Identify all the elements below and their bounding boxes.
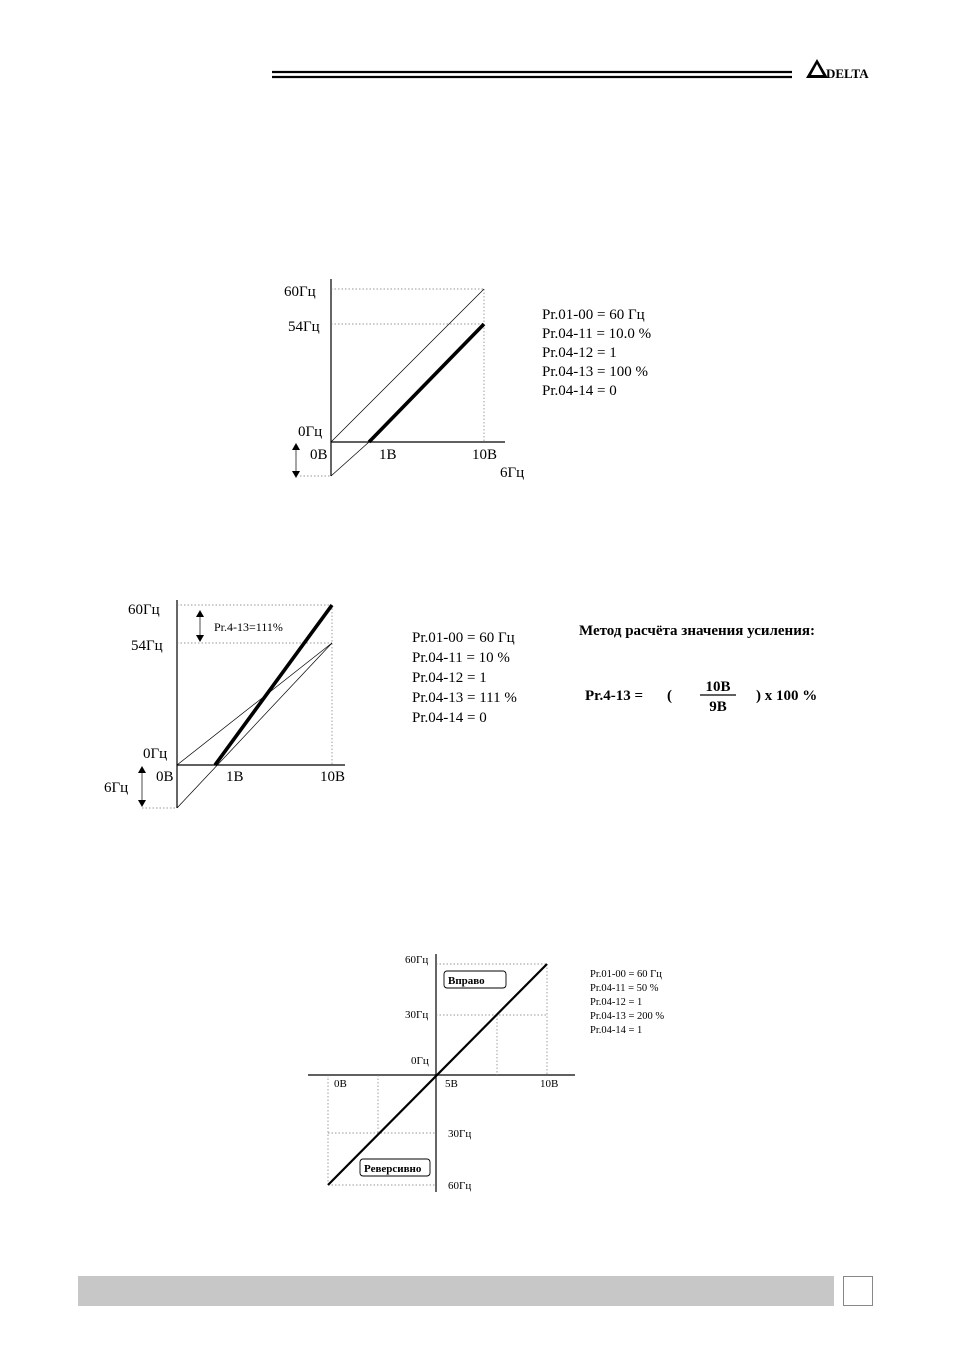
chart2-y-label-60: 60Гц [128,602,160,618]
header-rule [272,72,792,77]
chart2-x-label-10v: 10В [320,769,346,785]
param-line: Pr.04-12 = 1 [590,997,643,1008]
formula-lhs: Pr.4-13 = [585,688,643,704]
formula-open-paren: ( [667,688,672,704]
param-line: Pr.04-13 = 111 % [412,690,517,706]
chart-3 [308,954,575,1192]
formula-numerator: 10В [705,679,731,695]
chart1-output-line [369,324,484,442]
footer-bar [78,1276,834,1306]
chart1-x-label-10v: 10В [472,447,498,463]
chart-2 [104,600,345,808]
param-line: Pr.01-00 = 60 Гц [590,969,662,980]
param-line: Pr.04-11 = 10 % [412,650,510,666]
forward-label: Вправо [448,975,485,987]
chart1-x-label-1v: 1В [379,447,397,463]
chart3-x-label-0v: 0В [334,1078,347,1090]
formula-denominator: 9В [709,699,727,715]
param-line: Pr.04-11 = 50 % [590,983,659,994]
gain-calculation [579,623,817,715]
chart2-bias-label: 6Гц [104,780,129,796]
param-line: Pr.04-12 = 1 [542,345,617,361]
chart2-x-label-1v: 1В [226,769,244,785]
chart2-y-label-54: 54Гц [131,638,163,654]
chart3-y-label-0: 0Гц [411,1055,429,1067]
param-line: Pr.01-00 = 60 Гц [412,630,515,646]
param-line: Pr.04-13 = 200 % [590,1011,665,1022]
chart1-y-label-60: 60Гц [284,284,316,300]
chart1-reference-line [331,289,484,442]
chart3-y-label-60: 60Гц [405,954,429,966]
formula-rhs: ) x 100 % [756,688,818,704]
chart3-y-label-neg30: 30Гц [448,1128,472,1140]
param-line: Pr.04-14 = 0 [412,710,487,726]
chart3-x-label-10v: 10В [540,1078,559,1090]
method-title: Метод расчёта значения усиления: [579,623,815,639]
param-line: Pr.01-00 = 60 Гц [542,307,645,323]
chart2-gain-note: Pr.4-13=111% [214,620,283,634]
delta-logo [806,59,869,81]
chart3-x-label-5v: 5В [445,1078,458,1090]
chart1-x-label-0v: 0В [310,447,328,463]
delta-logo-text: DELTA [826,66,869,81]
page-number-box [843,1276,873,1306]
chart1-y-label-54: 54Гц [288,319,320,335]
chart2-params [412,630,517,726]
param-line: Pr.04-14 = 0 [542,383,617,399]
param-line: Pr.04-12 = 1 [412,670,487,686]
chart2-y-label-0: 0Гц [143,746,168,762]
param-line: Pr.04-13 = 100 % [542,364,648,380]
chart3-params [590,969,664,1036]
chart3-y-label-30: 30Гц [405,1009,429,1021]
param-line: Pr.04-14 = 1 [590,1025,643,1036]
chart1-bias-label: 6Гц [500,465,525,481]
chart1-params [542,307,651,399]
reverse-label: Реверсивно [364,1163,422,1175]
chart2-reference-line [177,643,332,765]
chart3-y-label-neg60: 60Гц [448,1180,472,1192]
chart1-y-label-0: 0Гц [298,424,323,440]
chart-1 [284,279,524,481]
chart2-x-label-0v: 0В [156,769,174,785]
param-line: Pr.04-11 = 10.0 % [542,326,652,342]
